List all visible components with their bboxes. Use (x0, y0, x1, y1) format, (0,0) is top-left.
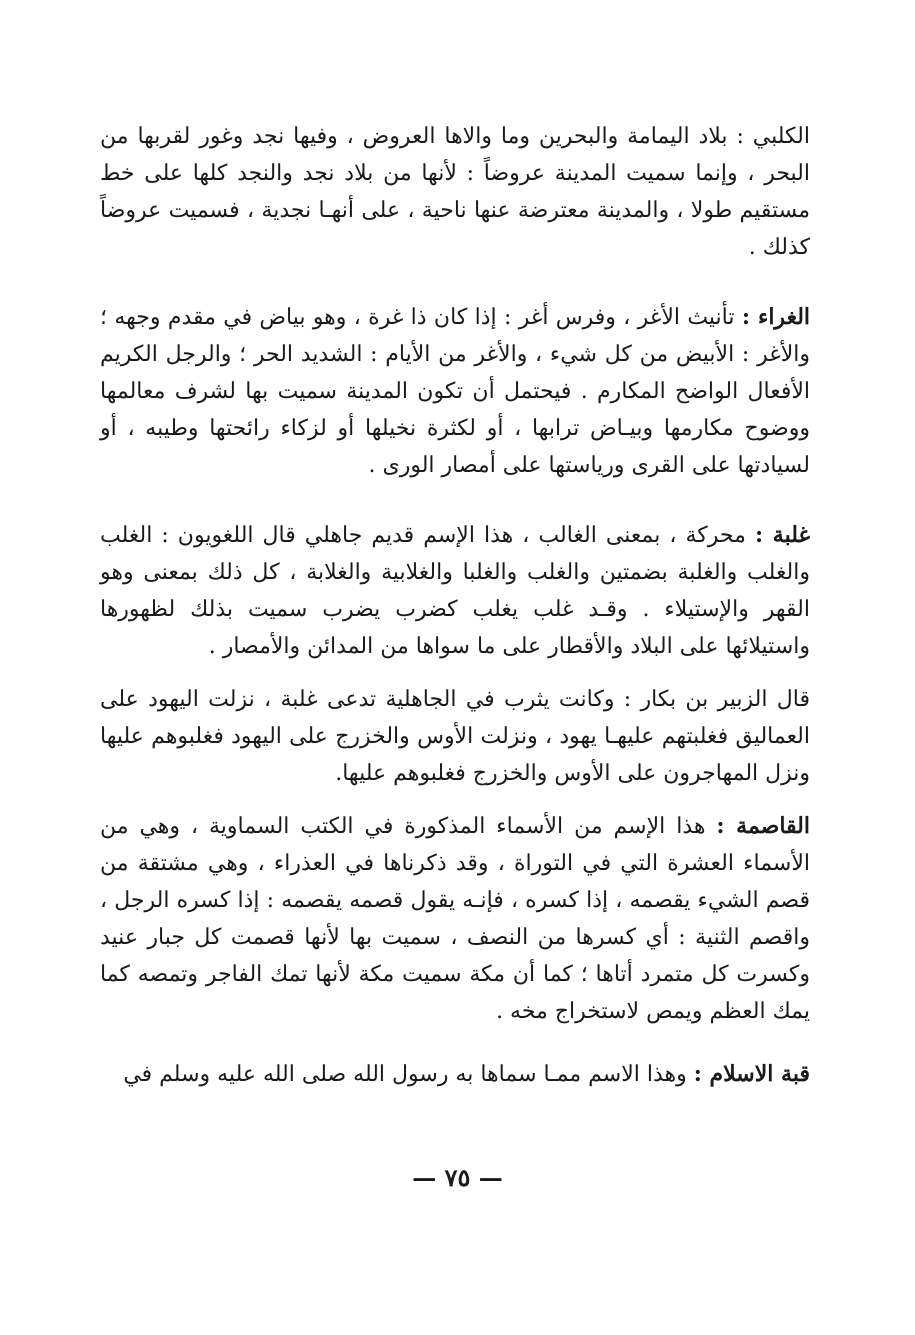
paragraph-4 (100, 681, 810, 792)
paragraph-6-text: وهذا الاسم ممـا سماها به رسول الله صلى الله عليه وسلم في (123, 1062, 687, 1087)
paragraph-4-text: قال الزبير بن بكار : وكانت يثرب في الجاهلية تدعى غلبة ، نزلت اليهود على العماليق فغلبتهم عليهـا يهود ، ونزلت الأوس والخزرج على اليهود فغلبوهم عليها ونزل المهاجرون على الأوس والخزرج فغلبوهم عليها. (100, 687, 810, 786)
paragraph-3 (100, 517, 810, 665)
paragraph-3-term: غلبة : (754, 522, 810, 548)
page-number: — ٧٥ — (412, 1163, 503, 1192)
paragraph-5-text: هذا الإسم من الأسماء المذكورة في الكتب السماوية ، وهي من الأسماء العشرة التي في التوراة ، وقد ذكرناها في العذراء ، وهي مشتقة من قصم الشيء يقصمه ، إذا كسره ، فإنـه يقول قصمه يقصمه : إذا كسره الرجل ، واقصم الثنية : أي كسرها من النصف ، سميت بها لأنها قصمت كل جبار عنيد وكسرت كل متمرد أتاها ؛ كما أن مكة سميت مكة لأنها تمك الفاجر وتمصه كما يمك العظم ويمص لاستخراج مخه . (100, 814, 810, 1024)
paragraph-5-term: القاصمة : (716, 813, 810, 839)
paragraph-1 (100, 118, 810, 266)
page-body (100, 118, 810, 1093)
paragraph-2-text: تأنيث الأغر ، وفرس أغر : إذا كان ذا غرة ، وهو بياض في مقدم وجهه ؛ والأغر : الأبيض من كل شيء ، والأغر من الأيام : الشديد الحر ؛ والرجل الكريم الأفعال الواضح المكارم . فيحتمل أن تكون المدينة سميت بها لشرف معالمها ووضوح مكارمها وبيـاض ترابها ، أو لكثرة نخيلها أو لزكاء رائحتها وطيبه ، أو لسيادتها على القرى ورياستها على أمصار الورى . (100, 305, 810, 478)
paragraph-2 (100, 299, 810, 484)
paragraph-1-text: الكلبي : بلاد اليمامة والبحرين وما والاها العروض ، وفيها نجد وغور لقربها من البحر ، وإنما سميت المدينة عروضاً : لأنها من بلاد نجد والنجد كلها على خط مستقيم طولا ، والمدينة معترضة عنها ناحية ، على أنهـا نجدية ، فسميت عروضاً كذلك . (100, 124, 810, 260)
paragraph-3-text: محركة ، بمعنى الغالب ، هذا الإسم قديم جاهلي قال اللغويون : الغلب والغلب والغلبة بضمتين والغلب والغلبا والغلابية والغلابة ، كل ذلك بمعنى وهو القهر والإستيلاء . وقـد غلب يغلب كضرب يضرب سميت بذلك لظهورها واستيلائها على البلاد والأقطار على ما سواها من المدائن والأمصار . (100, 523, 810, 659)
paragraph-6-term: قبة الاسلام : (693, 1061, 810, 1087)
paragraph-5 (100, 808, 810, 1030)
paragraph-6 (100, 1056, 810, 1093)
paragraph-2-term: الغراء : (741, 304, 811, 330)
